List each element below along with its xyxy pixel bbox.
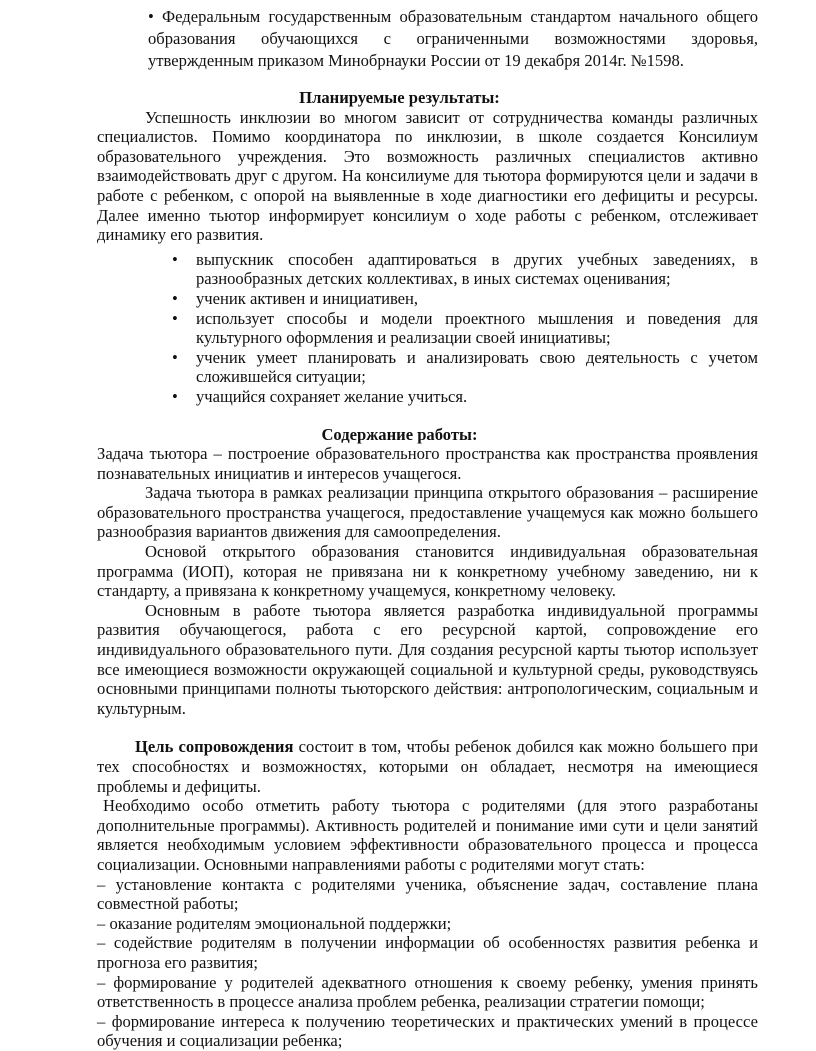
dash-item: – формирование интереса к получению теоретических и практических умений в процессе обучения и социализации ребенка; [97, 1011, 758, 1051]
results-list [97, 250, 758, 407]
goal-paragraph [97, 737, 758, 796]
results-heading: Планируемые результаты: [299, 88, 500, 107]
parents-paragraph: Необходимо особо отметить работу тьютора с родителями (для этого разработаны дополнительные программы). Активность родителей и понимание ими сути и цели занятий является необходимым условием эффективности образовательного процесса и процесса социализации. Основными направлениями работы с родителями могут стать: [97, 796, 758, 874]
dash-item: – содействие родителям в получении информации об особенностях развития ребенка и прогноза его развития; [97, 933, 758, 972]
list-item: • ученик умеет планировать и анализировать свою деятельность с учетом сложившейся ситуации; [196, 348, 758, 387]
list-item: • использует способы и модели проектного мышления и поведения для культурного оформления и реализации своей инициативы; [196, 309, 758, 348]
dash-item: – установление контакта с родителями ученика, объяснение задач, составление плана совместной работы; [97, 874, 758, 914]
list-item: • ученик активен и инициативен, [196, 289, 758, 309]
content-paragraph-2: Задача тьютора в рамках реализации принципа открытого образования – расширение образовательного пространства учащегося, предоставление учащемуся как можно большего разнообразия вариантов движения для самоопределения. [97, 483, 758, 542]
results-paragraph: Успешность инклюзии во многом зависит от сотрудничества команды различных специалистов. Помимо координатора по инклюзии, в школе создается Консилиум образовательного учреждения. Это возможность различных специалистов активно взаимодействовать друг с другом. На консилиуме для тьютора формируются цели и задачи в работе с ребенком, с опорой на выявленные в ходе диагностики его дефициты и ресурсы. Далее именно тьютор информирует консилиум о ходе работы с ребенком, отслеживает динамику его развития. [97, 107, 758, 245]
list-item: • учащийся сохраняет желание учиться. [196, 387, 758, 407]
content-heading: Содержание работы: [321, 424, 478, 444]
dash-item: – оказание родителям эмоциональной поддержки; [97, 913, 452, 933]
list-item: • выпускник способен адаптироваться в других учебных заведениях, в разнообразных детских коллективах, в иных системах оценивания; [196, 250, 758, 289]
document-page [97, 6, 758, 1051]
content-paragraph-1: Задача тьютора – построение образовательного пространства как пространства проявления познавательных инициатив и интересов учащегося. [97, 444, 758, 483]
content-paragraph-4: Основным в работе тьютора является разработка индивидуальной программы развития обучающегося, работа с его ресурсной картой, сопровождение его индивидуального образовательного пути. Для создания ресурсной карты тьютор использует все имеющиеся возможности окружающей социальной и культурной среды, руководствуясь основными принципами полноты тьюторского действия: антропологическим, социальным и культурным. [97, 600, 758, 718]
intro-bullet: • Федеральным государственным образовательным стандартом начального общего образования обучающихся с ограниченными возможностями здоровья, утвержденным приказом Минобрнауки России от 19 декабря 2014г. №1598. [148, 7, 758, 70]
goal-bold: Цель сопровождения [135, 737, 294, 757]
content-paragraph-3: Основой открытого образования становится индивидуальная образовательная программа (ИОП), которая не привязана ни к конкретному учебному заведению, ни к стандарту, а привязана к конкретному учащемуся, конкретному человеку. [97, 542, 758, 601]
goal-text: состоит в том, чтобы ребенок добился как можно большего при тех способностях и возможностях, которыми он обладает, несмотря на имеющиеся проблемы и дефициты. [97, 737, 758, 796]
dash-item: – формирование у родителей адекватного отношения к своему ребенку, умения принять ответственность в процессе анализа проблем ребенка, реализации стратегии помощи; [97, 972, 758, 1012]
